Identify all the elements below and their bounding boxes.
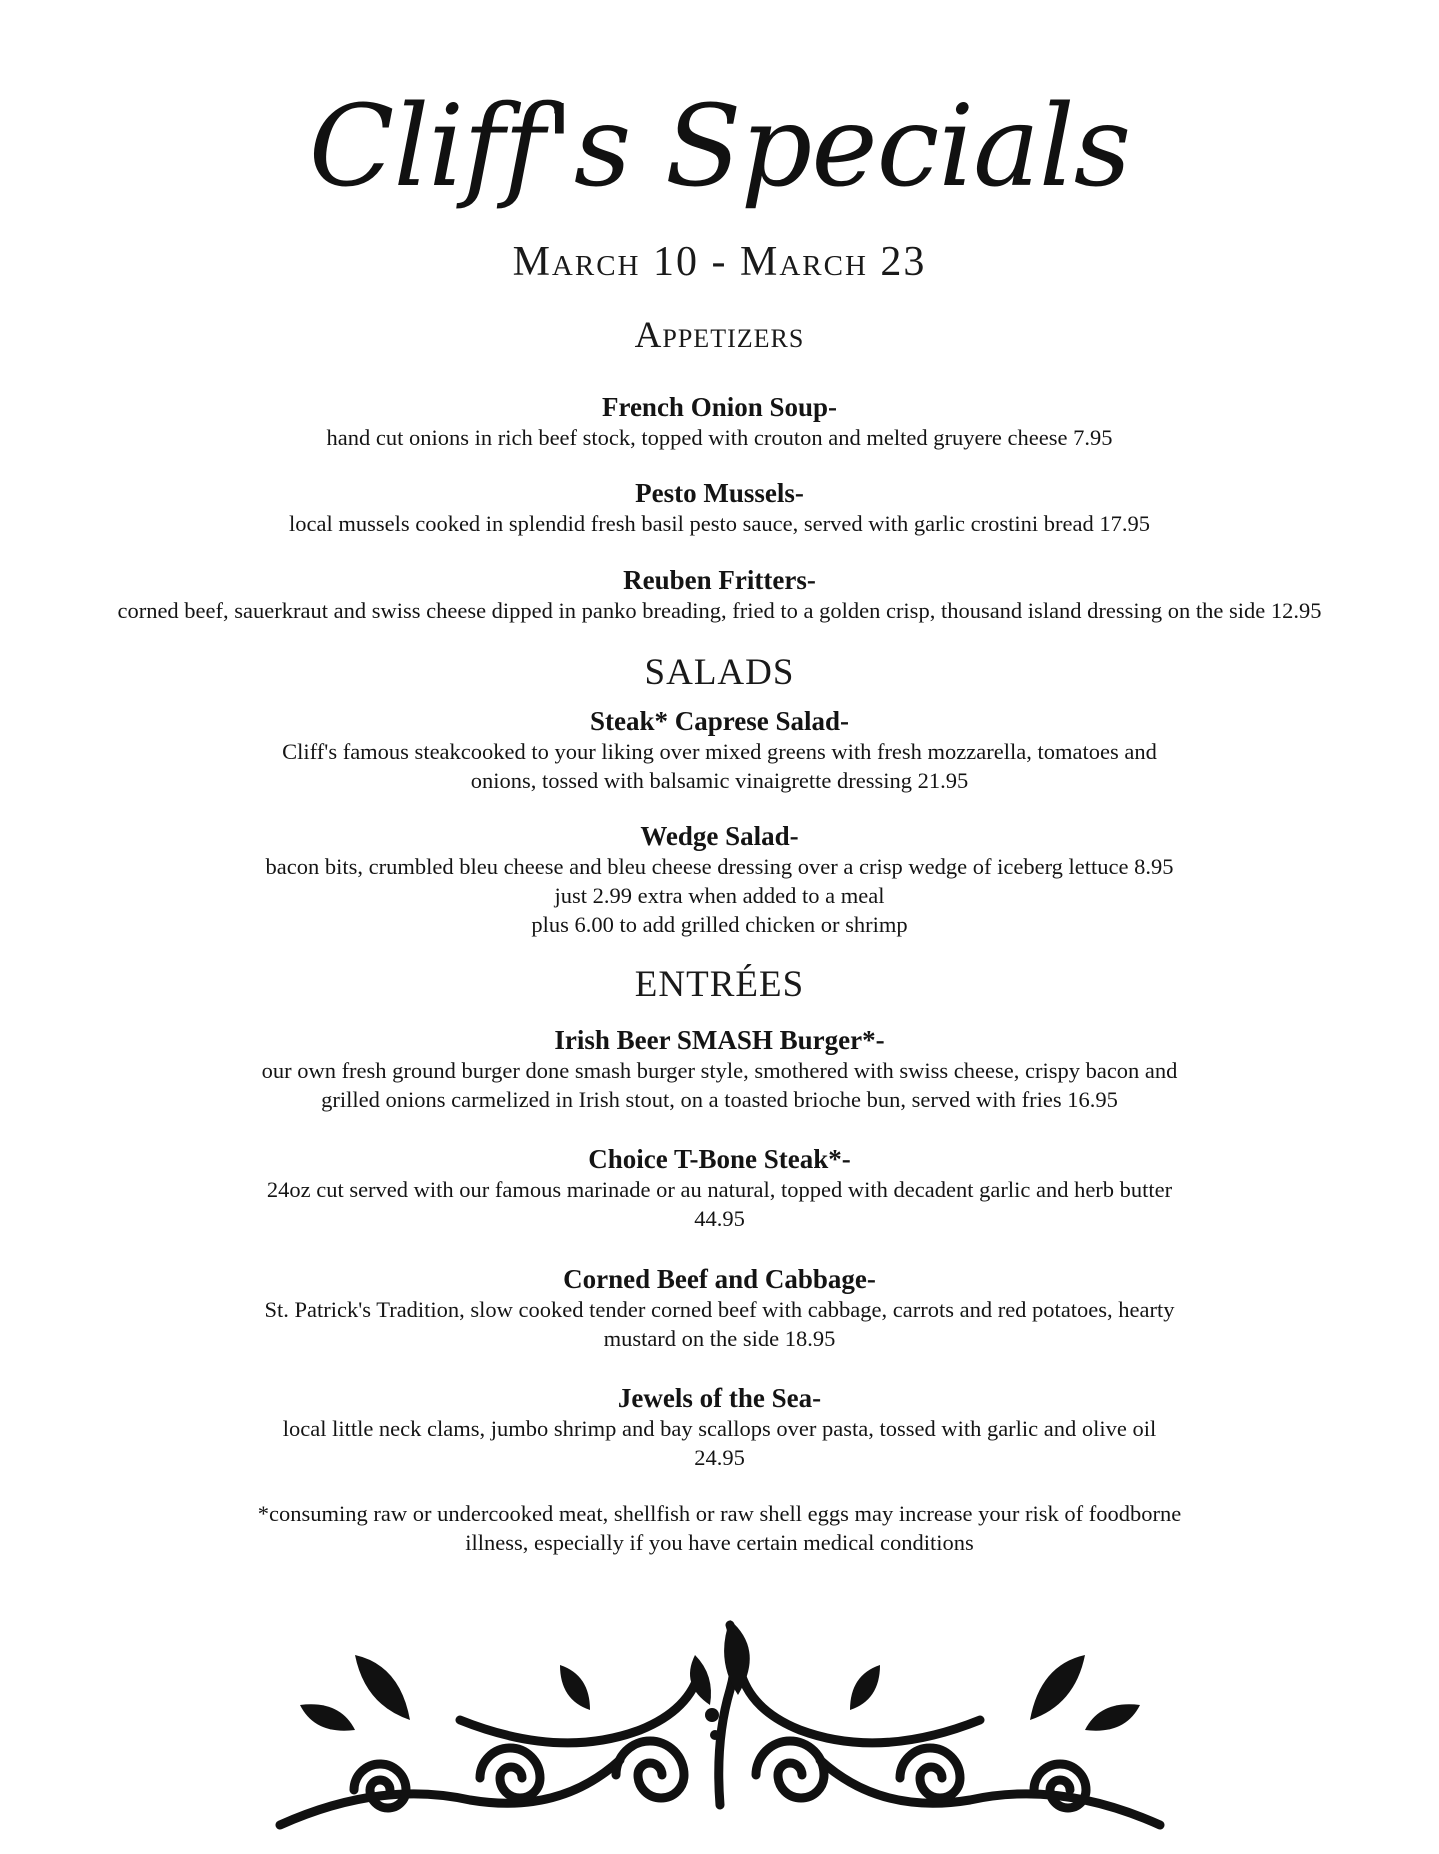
item-name: Reuben Fritters- bbox=[623, 565, 816, 595]
item-name: Irish Beer SMASH Burger*- bbox=[554, 1025, 885, 1055]
menu-item-reuben-fritters bbox=[20, 564, 1419, 625]
item-description-line: mustard on the side 18.95 bbox=[603, 1326, 836, 1351]
item-description-line: 24oz cut served with our famous marinade or au natural, topped with decadent garlic and herb butter bbox=[266, 1177, 1173, 1202]
item-description-line: just 2.99 extra when added to a meal bbox=[554, 883, 885, 908]
item-description-line: plus 6.00 to add grilled chicken or shrimp bbox=[531, 912, 908, 937]
disclaimer-line: illness, especially if you have certain medical conditions bbox=[465, 1530, 974, 1555]
item-name: French Onion Soup- bbox=[601, 392, 838, 422]
menu-item-corned-beef-and-cabbage bbox=[20, 1263, 1419, 1353]
section-heading-entrees: ENTRÉES bbox=[634, 964, 805, 1005]
flourish-ornament-icon bbox=[260, 1610, 1180, 1835]
item-description-line: Cliff's famous steakcooked to your liking over mixed greens with fresh mozzarella, tomatoes and bbox=[282, 739, 1157, 764]
menu-item-wedge-salad bbox=[20, 820, 1419, 939]
item-description-line: grilled onions carmelized in Irish stout, on a toasted brioche bun, served with fries 16.95 bbox=[321, 1087, 1118, 1112]
section-heading-appetizers: Appetizers bbox=[634, 315, 805, 356]
item-description-line: our own fresh ground burger done smash burger style, smothered with swiss cheese, crispy bacon and bbox=[261, 1058, 1178, 1083]
item-description-line: onions, tossed with balsamic vinaigrette dressing 21.95 bbox=[470, 768, 969, 793]
item-description-line: local little neck clams, jumbo shrimp and bay scallops over pasta, tossed with garlic and olive oil bbox=[282, 1416, 1157, 1441]
menu-item-french-onion-soup bbox=[20, 391, 1419, 452]
disclaimer-line: *consuming raw or undercooked meat, shellfish or raw shell eggs may increase your risk of foodborne bbox=[257, 1501, 1182, 1526]
item-name: Pesto Mussels- bbox=[635, 478, 804, 508]
item-description-line: bacon bits, crumbled bleu cheese and bleu cheese dressing over a crisp wedge of iceberg lettuce 8.95 bbox=[265, 854, 1174, 879]
item-name: Wedge Salad- bbox=[640, 821, 799, 851]
menu-item-irish-beer-smash-burger bbox=[20, 1024, 1419, 1114]
date-range: March 10 - March 23 bbox=[512, 239, 927, 285]
section-heading-salads: SALADS bbox=[644, 652, 795, 693]
menu-item-jewels-of-the-sea bbox=[20, 1382, 1419, 1472]
item-name: Steak* Caprese Salad- bbox=[589, 706, 850, 736]
item-description-line: 24.95 bbox=[694, 1445, 745, 1470]
item-name: Corned Beef and Cabbage- bbox=[563, 1264, 876, 1294]
item-name: Choice T-Bone Steak*- bbox=[588, 1144, 851, 1174]
item-name: Jewels of the Sea- bbox=[617, 1383, 822, 1413]
food-safety-disclaimer bbox=[0, 1499, 1439, 1557]
item-description-line: 44.95 bbox=[694, 1206, 745, 1231]
item-description: hand cut onions in rich beef stock, topped with crouton and melted gruyere cheese 7.95 bbox=[326, 425, 1113, 450]
menu-item-choice-t-bone-steak bbox=[20, 1143, 1419, 1233]
menu-item-pesto-mussels bbox=[20, 477, 1419, 538]
item-description: corned beef, sauerkraut and swiss cheese dipped in panko breading, fried to a golden crisp, thousand island dressing on the side 12.95 bbox=[117, 598, 1322, 623]
item-description-line: St. Patrick's Tradition, slow cooked tender corned beef with cabbage, carrots and red potatoes, hearty bbox=[264, 1297, 1175, 1322]
menu-item-steak-caprese-salad bbox=[20, 705, 1419, 795]
menu-title: Cliff's Specials bbox=[308, 82, 1131, 212]
item-description: local mussels cooked in splendid fresh basil pesto sauce, served with garlic crostini bread 17.95 bbox=[288, 511, 1151, 536]
